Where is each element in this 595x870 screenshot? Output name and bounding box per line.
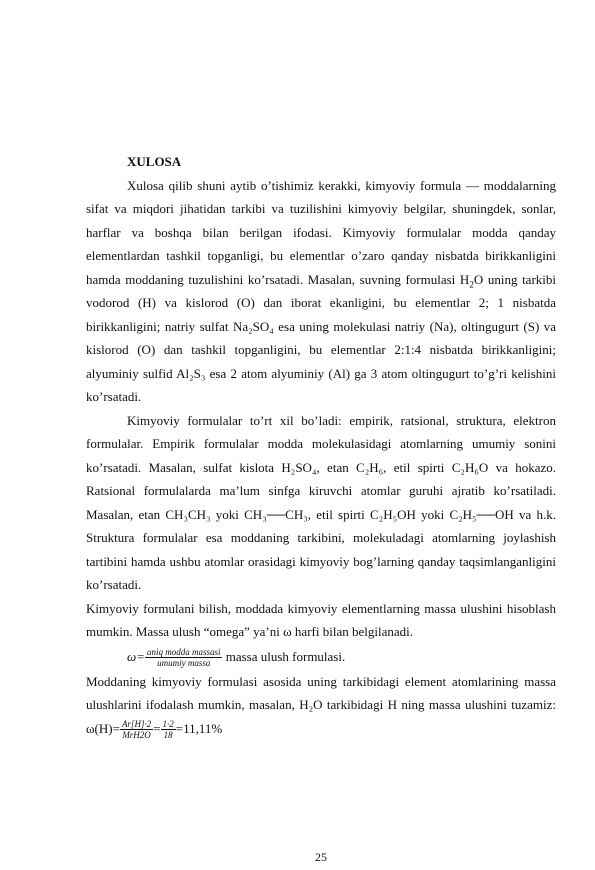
example-fraction-1 (120, 719, 153, 740)
paragraph-1-text-b: O uning tarkibi vodorod (H) va kislorod (O) dan iborat ekanligini, bu elementlar 2; 1 nisbatda birikkanligini; natriy sulfat Na₂SO₄ esa uning molekulasi natriy (Na), oltingugurt (S) va kislorod (O) dan tashkil topganligini, bu elementlar 2:1:4 nisbatda birikkanligini; alyuminiy sulfid Al₂S₃ esa 2 atom alyuminiy (Al) ga 3 atom oltingugurt to’g’ri kelishini ko’rsatadi. (86, 271, 556, 404)
paragraph-2: Kimyoviy formulalar to’rt xil bo’ladi: empirik, ratsional, struktura, elektron formulalar. Empirik formulalar modda molekulasidagi atomlarning umumiy sonini ko’rsatadi. Masalan, sulfat kislota H₂SO₄, etan C₂H₆, etil spirti C₂H₆O va hokazo. Ratsional formulalarda ma’lum sinfga kiruvchi atomlar guruhi ajratib ko’rsatiladi. Masalan, etan CH₃CH₃ yoki CH₃──CH₃, etil spirti C₂H₅OH yoki C₂H₅──OH va h.k. Struktura formulalar esa moddaning tarkibini, molekuladagi atomlarning joylashish tartibini hamda ushbu atomlar orasidagi kimyoviy bog’larning qanday taqsimlanganligini ko’rsatadi. (86, 412, 556, 592)
example-equals: = (153, 720, 161, 736)
formula-denominator: umumiy massa (157, 658, 211, 669)
section-heading: XULOSA (127, 154, 182, 169)
example-fraction-2-num: 1·2 (162, 719, 174, 730)
example-lhs: ω(H)= (86, 720, 120, 736)
document-page (86, 150, 556, 864)
formula-caption: massa ulush formulasi. (222, 648, 346, 664)
formula-fraction (145, 647, 223, 668)
example-fraction-2 (161, 719, 176, 740)
example-fraction-1-den: MrH2O (122, 730, 151, 741)
example-fraction-2-den: 18 (163, 730, 173, 741)
paragraph-4 (86, 670, 556, 741)
formula-numerator: aniq modda massasi (146, 647, 221, 658)
page-number: 25 (315, 850, 327, 864)
paragraph-4-text: Moddaning kimyoviy formulasi asosida uning tarkibidagi element atomlarining massa ulushlarini ifodalash mumkin, masalan, H₂O tarkibidagi H ning massa ulushini tuzamiz: (86, 673, 556, 712)
paragraph-1-text-a: Xulosa qilib shuni aytib o’tishimiz kerakki, kimyoviy formula — moddalarning sifat va miqdori jihatidan tarkibi va tuzilishini kimyoviy belgilar, shuningdek, sonlar, harflar va boshqa bilan berilgan ifodasi. Kimyoviy formulalar modda qanday elementlardan tashkil topganligi, bu elementlar o’zaro qanday nisbatda birikkanligini hamda moddaning tuzulishini ko’rsatadi. Masalan, suvning formulasi H (86, 177, 556, 287)
paragraph-1: Xulosa qilib shuni aytib o’tishimiz kerakki, kimyoviy formula — moddalarning sifat va miqdori jihatidan tarkibi va tuzilishini kimyoviy belgilar, shuningdek, sonlar, harflar va boshqa bilan berilgan ifodasi. Kimyoviy formulalar modda qanday elementlardan tashkil topganligi, bu elementlar o’zaro qanday nisbatda birikkanligini hamda moddaning tuzulishini ko’rsatadi. Masalan, suvning formulasi $H_2O$ uning tarkibi vodorod (H) va kislorod (O) dan iborat ekanligini, bu elementlar 2; 1 nisbatda birikkanligini; natriy sulfat Na₂SO₄ esa uning molekulasi natriy (Na), oltingugurt (S) va kislorod (O) dan tashkil topganligini, bu elementlar 2:1:4 nisbatda birikkanligini; alyuminiy sulfid Al₂S₃ esa 2 atom alyuminiy (Al) ga 3 atom oltingugurt to’g’ri kelishini ko’rsatadi. (86, 177, 556, 404)
example-result: =11,11% (175, 720, 223, 736)
paragraph-3: Kimyoviy formulani bilish, moddada kimyoviy elementlarning massa ulushini hisoblash mumkin. Massa ulush “omega” ya’ni ω harfi bilan belgilanadi. (86, 600, 556, 639)
formula-lhs: ω= (127, 648, 145, 664)
example-fraction-1-num: Ar[H]·2 (121, 719, 152, 730)
mass-fraction-formula (86, 644, 556, 670)
